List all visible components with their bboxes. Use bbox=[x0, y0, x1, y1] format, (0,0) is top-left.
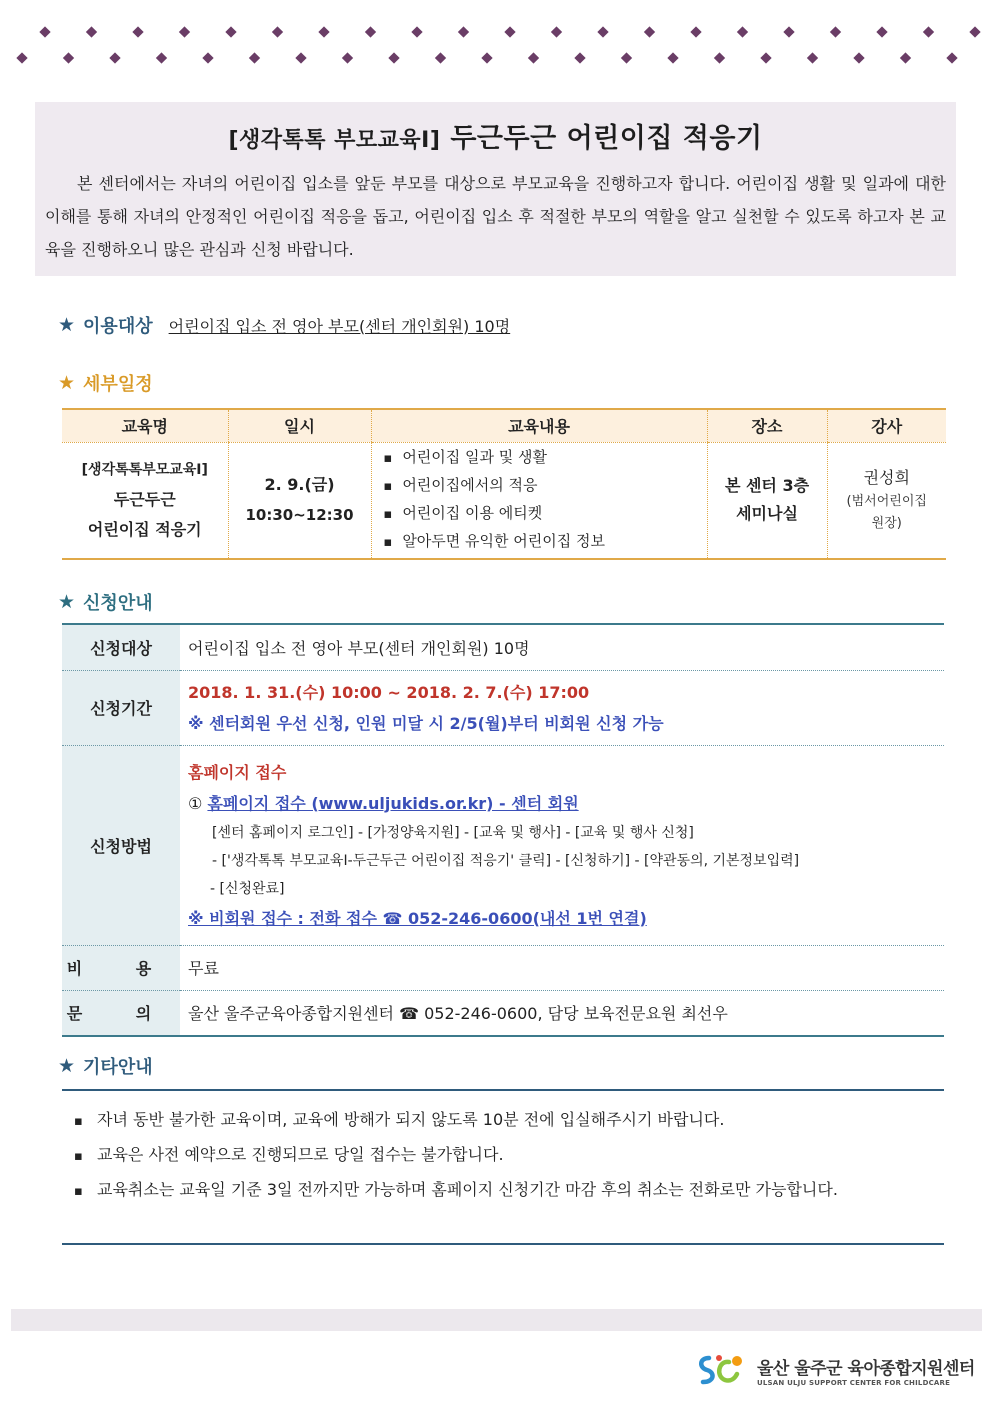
table-row bbox=[62, 745, 944, 945]
diamond-dot bbox=[109, 52, 120, 63]
title-bracket: [생각톡톡 부모교육Ⅰ] bbox=[228, 128, 441, 153]
diamond-dot bbox=[551, 26, 562, 37]
course-name-line: [생각톡톡부모교육Ⅰ] bbox=[81, 462, 208, 479]
method-cell bbox=[180, 745, 944, 945]
page-title bbox=[45, 116, 946, 155]
teacher-affiliation: 원장) bbox=[871, 516, 902, 532]
apply-period: 2018. 1. 31.(수) 10:00 ~ 2018. 2. 7.(수) 17:00 bbox=[188, 682, 590, 702]
col-header: 일시 bbox=[228, 409, 371, 442]
section-apply bbox=[58, 589, 153, 615]
etc-list bbox=[74, 1103, 934, 1208]
period-cell bbox=[180, 670, 944, 745]
course-date: 2. 9.(금) bbox=[264, 475, 335, 495]
star-icon: ★ bbox=[58, 591, 76, 613]
course-time: 10:30~12:30 bbox=[245, 506, 354, 525]
center-name-en: ULSAN ULJU SUPPORT CENTER FOR CHILDCARE bbox=[757, 1378, 951, 1387]
course-name-cell bbox=[62, 442, 228, 559]
diamond-dot bbox=[900, 52, 911, 63]
decorative-diamond-border bbox=[0, 20, 992, 70]
place-line: 본 센터 3층 bbox=[724, 476, 810, 496]
diamond-dot bbox=[574, 52, 585, 63]
center-logo-icon bbox=[695, 1352, 749, 1388]
list-item: ▪ 교육취소는 교육일 기준 3일 전까지만 가능하며 홈페이지 신청기간 마감 후의 취소는 전화로만 가능합니다. bbox=[74, 1173, 934, 1208]
list-item: ▪ 어린이집 일과 및 생활 bbox=[384, 444, 707, 472]
nonmember-phone-link[interactable]: ※ 비회원 접수 : 전화 접수 ☎ 052-246-0600(내선 1번 연결) bbox=[188, 908, 647, 928]
diamond-dot bbox=[388, 52, 399, 63]
table-header-row bbox=[62, 409, 946, 442]
center-logo bbox=[695, 1350, 980, 1390]
diamond-dot bbox=[528, 52, 539, 63]
diamond-dot bbox=[132, 26, 143, 37]
diamond-dot bbox=[202, 52, 213, 63]
list-item: ▪ 어린이집 이용 에티켓 bbox=[384, 500, 707, 528]
star-icon: ★ bbox=[58, 372, 76, 394]
table-row bbox=[62, 442, 946, 559]
star-icon: ★ bbox=[58, 314, 76, 336]
course-name-line: 두근두근 bbox=[113, 490, 176, 510]
diamond-dot bbox=[504, 26, 515, 37]
diamond-dot bbox=[16, 52, 27, 63]
list-item: ▪ 어린이집에서의 적응 bbox=[384, 472, 707, 500]
method-title: 홈페이지 접수 bbox=[188, 762, 287, 782]
etc-box bbox=[62, 1089, 944, 1245]
fee-value: 무료 bbox=[180, 945, 944, 990]
section-target bbox=[58, 312, 510, 338]
diamond-dot bbox=[411, 26, 422, 37]
teacher-name: 권성희 bbox=[863, 468, 910, 488]
center-name-ko: 울산 울주군 육아종합지원센터 bbox=[757, 1358, 975, 1379]
diamond-dot bbox=[644, 26, 655, 37]
table-row bbox=[62, 990, 944, 1036]
list-item: ▪ 자녀 동반 불가한 교육이며, 교육에 방해가 되지 않도록 10분 전에 입실해주시기 바랍니다. bbox=[74, 1103, 934, 1138]
apply-target-value: 어린이집 입소 전 영아 부모(센터 개인회원) 10명 bbox=[180, 624, 944, 670]
table-row bbox=[62, 624, 944, 670]
diamond-dot bbox=[830, 26, 841, 37]
diamond-dot bbox=[667, 52, 678, 63]
diamond-dot bbox=[39, 26, 50, 37]
col-header: 장소 bbox=[707, 409, 827, 442]
section-schedule bbox=[58, 370, 153, 396]
diamond-dot bbox=[435, 52, 446, 63]
method-step: [센터 홈페이지 로그인] - [가정양육지원] - [교육 및 행사] - [교육 및 행사 신청] bbox=[212, 824, 694, 841]
method-step: - ['생각톡톡 부모교육Ⅰ-두근두근 어린이집 적응기' 클릭] - [신청하기] - [약관동의, 기본정보입력] bbox=[212, 852, 800, 869]
diamond-dot bbox=[760, 52, 771, 63]
target-heading: 이용대상 bbox=[83, 316, 153, 337]
diamond-dot bbox=[179, 26, 190, 37]
apply-heading: 신청안내 bbox=[83, 593, 153, 614]
diamond-dot bbox=[876, 26, 887, 37]
diamond-dot bbox=[923, 26, 934, 37]
target-text: 어린이집 입소 전 영아 부모(센터 개인회원) 10명 bbox=[168, 316, 511, 336]
row-label: 신청기간 bbox=[62, 670, 180, 745]
homepage-link[interactable]: 홈페이지 접수 (www.uljukids.or.kr) - 센터 회원 bbox=[207, 793, 579, 813]
diamond-dot bbox=[318, 26, 329, 37]
place-cell bbox=[707, 442, 827, 559]
apply-table bbox=[62, 623, 944, 1037]
diamond-dot bbox=[807, 52, 818, 63]
intro-box bbox=[35, 102, 956, 276]
row-label: 신청대상 bbox=[62, 624, 180, 670]
intro-paragraph: 본 센터에서는 자녀의 어린이집 입소를 앞둔 부모를 대상으로 부모교육을 진행하고자 합니다. 어린이집 생활 및 일과에 대한 이해를 통해 자녀의 안정적인 어린이집 적응을 돕고, 어린이집 입소 후 적절한 부모의 역할을 알고 실천할 수 있도록 하고자 본 교육을 진행하오니 많은 관심과 신청 바랍니다. bbox=[45, 174, 946, 259]
place-line: 세미나실 bbox=[736, 504, 798, 524]
schedule-table bbox=[62, 408, 946, 560]
etc-heading: 기타안내 bbox=[83, 1057, 153, 1078]
circled-number: ① bbox=[188, 793, 203, 813]
diamond-dot bbox=[458, 26, 469, 37]
footer-bar bbox=[11, 1309, 982, 1331]
teacher-cell bbox=[827, 442, 946, 559]
section-etc bbox=[58, 1053, 153, 1079]
table-row bbox=[62, 945, 944, 990]
diamond-dot bbox=[156, 52, 167, 63]
diamond-dot bbox=[365, 26, 376, 37]
diamond-dot bbox=[853, 52, 864, 63]
diamond-dot bbox=[737, 26, 748, 37]
diamond-dot bbox=[714, 52, 725, 63]
row-label: 비 용 bbox=[62, 945, 180, 990]
col-header: 교육명 bbox=[62, 409, 228, 442]
row-label: 문 의 bbox=[62, 990, 180, 1036]
diamond-dot bbox=[969, 26, 980, 37]
diamond-dot bbox=[249, 52, 260, 63]
content-list bbox=[384, 444, 707, 556]
list-item: ▪ 알아두면 유익한 어린이집 정보 bbox=[384, 528, 707, 556]
col-header: 교육내용 bbox=[371, 409, 707, 442]
row-label: 신청방법 bbox=[62, 745, 180, 945]
diamond-dot bbox=[481, 52, 492, 63]
diamond-dot bbox=[597, 26, 608, 37]
diamond-dot bbox=[295, 52, 306, 63]
star-icon: ★ bbox=[58, 1055, 76, 1077]
diamond-dot bbox=[621, 52, 632, 63]
diamond-dot bbox=[342, 52, 353, 63]
diamond-dot bbox=[690, 26, 701, 37]
list-item: ▪ 교육은 사전 예약으로 진행되므로 당일 접수는 불가합니다. bbox=[74, 1138, 934, 1173]
diamond-dot bbox=[63, 52, 74, 63]
col-header: 강사 bbox=[827, 409, 946, 442]
content-cell bbox=[371, 442, 707, 559]
course-name-line: 어린이집 적응기 bbox=[87, 520, 202, 540]
teacher-affiliation: (범서어린이집 bbox=[846, 494, 927, 510]
datetime-cell bbox=[228, 442, 371, 559]
table-row bbox=[62, 670, 944, 745]
contact-value: 울산 울주군육아종합지원센터 ☎ 052-246-0600, 담당 보육전문요원 최선우 bbox=[180, 990, 944, 1036]
method-step: - [신청완료] bbox=[210, 880, 285, 897]
apply-period-note: ※ 센터회원 우선 신청, 인원 미달 시 2/5(월)부터 비회원 신청 가능 bbox=[188, 713, 664, 733]
diamond-dot bbox=[225, 26, 236, 37]
diamond-dot bbox=[86, 26, 97, 37]
diamond-dot bbox=[783, 26, 794, 37]
method-link-line bbox=[188, 788, 936, 819]
title-main: 두근두근 어린이집 적응기 bbox=[450, 123, 763, 154]
schedule-heading: 세부일정 bbox=[83, 374, 153, 395]
diamond-dot bbox=[272, 26, 283, 37]
diamond-dot bbox=[946, 52, 957, 63]
